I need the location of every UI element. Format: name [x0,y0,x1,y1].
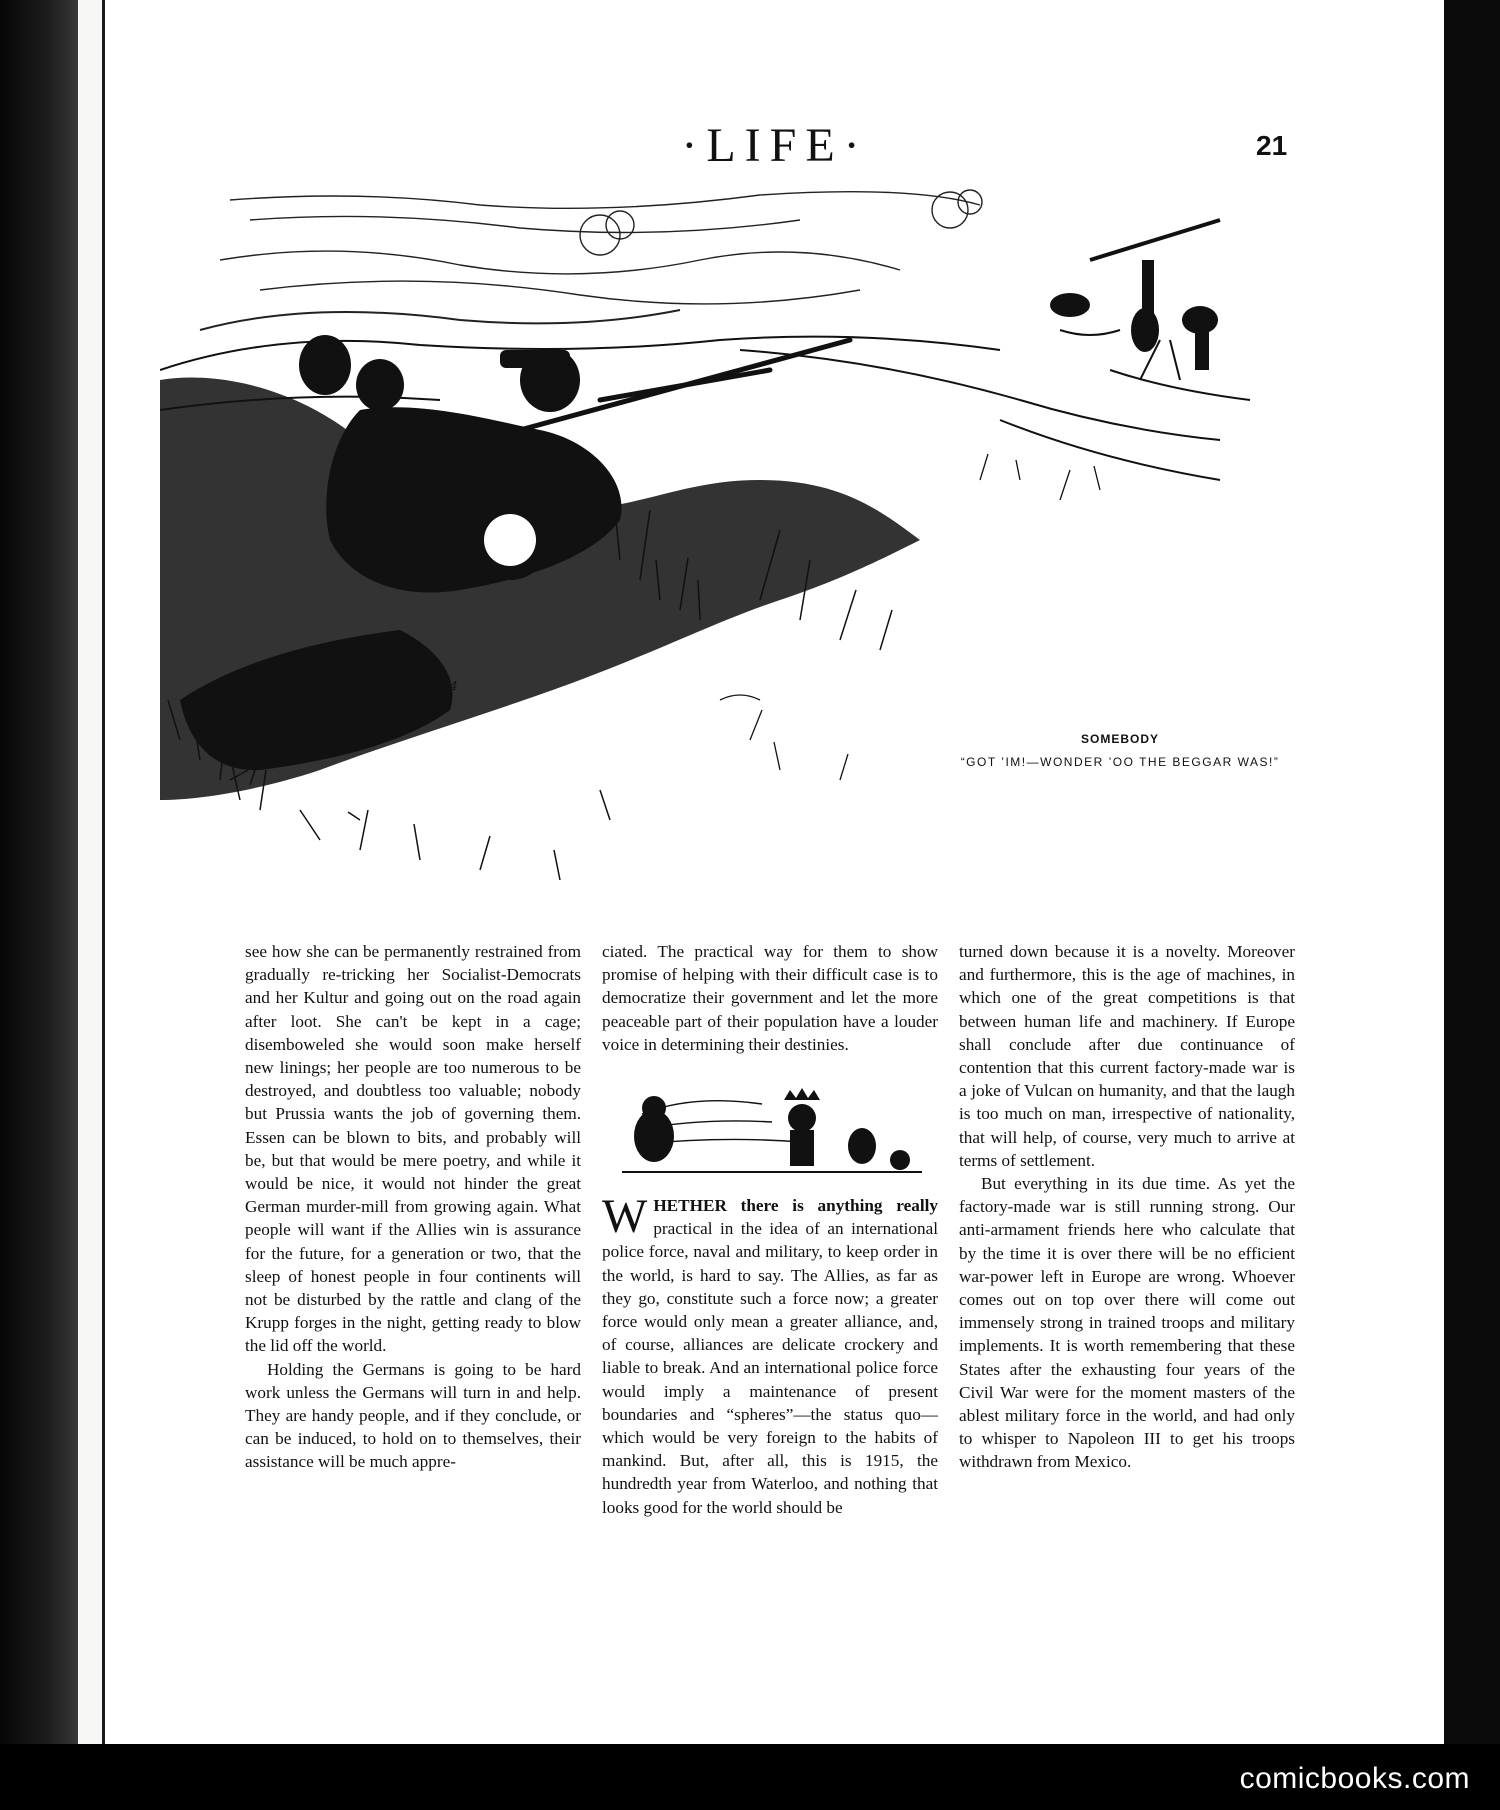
article-paragraph: ciated. The practical way for them to show promise of helping with their difficult case is to democratize their government and let the more peaceable part of their population have a louder voice in determining their destinies. [602,942,938,1054]
article-column-1 [245,940,581,1474]
artist-signature: J. Goucher 1914 [360,679,458,693]
drop-cap: W [602,1190,648,1244]
article-column-2 [602,940,938,1519]
facing-page-edge [78,0,105,1744]
article-paragraph: But everything in its due time. As yet the factory-made war is still running strong. Our anti-armament friends here who calculate that by the time it is over there will be no efficient war-power left in Europe are wrong. Whoever comes out on top over there will come out immensely strong in trained troops and military implements. It is worth remembering that these States after the exhausting four years of the Civil War were for the moment masters of the ablest military force in the world, and had only to whisper to Napoleon III to get his troops withdrawn from Mexico. [959,1174,1295,1472]
paragraph-body: practical in the idea of an international police force, naval and military, to keep order in the world, is hard to say. The Allies, as far as they go, constitute such a force now; a greater force would only mean a greater alliance, and, of course, alliances are delicate crockery and liable to break. And an international police force would imply a maintenance of present boundaries and “spheres”—the status quo—which would be very foreign to the habits of mankind. But, after all, this is 1915, the hundredth year from Waterloo, and nothing that looks good for the world should be [602,1219,938,1517]
binding-edge [0,0,80,1810]
page-number: 21 [1256,130,1288,161]
section-vignette-illustration [602,1074,938,1186]
article-paragraph: see how she can be permanently restrained from gradually re-tricking her Socialist-Democrats and her Kultur and going out on the road again after loot. She can't be kept in a cage; disemboweled she would soon make herself new linings; her people are too numerous to be destroyed, and doubtless too valuable; nobody but Prussia wants the job of governing them. Essen can be blown to bits, and probably will be, but that would be mere poetry, and while it would be nice, it would not hinder the great German murder-mill from growing again. What people will want if the Allies win is assurance for the future, for a generation or two, that the sleep of honest people in four continents will not be disturbed by the rattle and clang of the Krupp forges in the night, getting ready to blow the lid off the world. [245,942,581,1356]
article-paragraph: Holding the Germans is going to be hard work unless the Germans will turn in and help. They are handy people, and if they conclude, or can be induced, to hold on to themselves, their assistance will be much appre- [245,1359,581,1472]
article-paragraph: turned down because it is a novelty. Moreover and furthermore, this is the age of machines, in which one of the great competitions is that between human life and machinery. If Europe shall conclude after due continuance of contention that this current factory-made war is a joke of Vulcan on humanity, and that the laugh is too much on man, irrespective of nationality, that will help, of course, very much to arrive at terms of settlement. [959,942,1295,1170]
caption-speaker: SOMEBODY [1080,732,1159,746]
cartoon-illustration [160,180,1380,920]
article-paragraph [602,1190,938,1519]
caption-quote: “GOT ’IM!—WONDER ’OO THE BEGGAR WAS!” [960,755,1280,769]
site-watermark: comicbooks.com [1239,1762,1470,1795]
masthead-title: ·LIFE· [681,119,869,172]
article-column-3 [959,940,1295,1474]
scan-right-margin [1444,0,1500,1810]
lead-in: HETHER there is anything really [653,1196,938,1216]
cartoon-caption [950,732,1290,772]
